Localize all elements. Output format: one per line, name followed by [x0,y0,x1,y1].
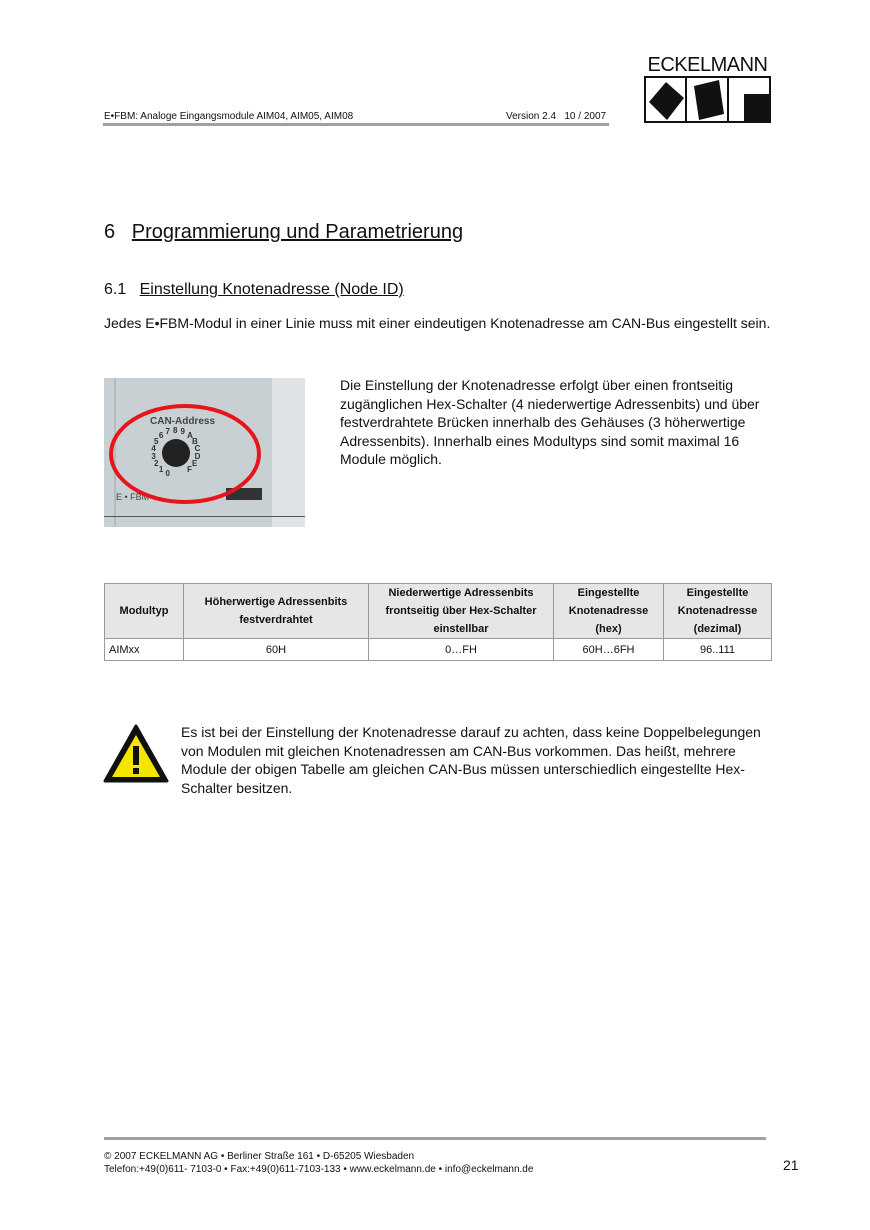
header-divider [103,123,609,126]
table-cell: 60H [184,639,369,661]
can-address-photo [104,378,305,527]
footer-divider [104,1137,766,1140]
table-header: Höherwertige Adressenbits festverdrahtet [184,584,369,639]
photo-can-address-label: CAN-Address [150,416,216,427]
table-header-row [105,584,772,639]
warning-text: Es ist bei der Einstellung der Knotenadresse darauf zu achten, dass keine Doppelbelegungen von Modulen mit gleichen Knotenadressen am CAN-Bus vorkommen. Das heißt, mehrere Module der obigen Tabelle am gleichen CAN-Bus müssen unterschiedlich eingestellte Hex-Schalter besitzen. [181,724,761,796]
warning-icon [103,724,169,783]
hex-digit: E [192,459,198,468]
hex-digit: 5 [153,437,159,446]
hex-digit: D [194,451,201,461]
logo-text: ECKELMANN [647,54,768,76]
header-doc-title: E•FBM: Analoge Eingangsmodule AIM04, AIM05, AIM08 [104,111,354,122]
hex-digit: 3 [151,451,156,461]
intro-paragraph: Jedes E•FBM-Modul in einer Linie muss mit einer eindeutigen Knotenadresse am CAN-Bus eingestellt sein. [104,315,771,331]
logo-mark-icon [644,76,771,123]
subsection-heading: 6.1 Einstellung Knotenadresse (Node ID) [104,281,404,298]
photo-module-label: E • FBM [116,492,150,502]
footer-address: © 2007 ECKELMANN AG • Berliner Straße 161 • D-65205 Wiesbaden [104,1151,415,1162]
header-version: Version 2.4 10 / 2007 [506,111,607,122]
table-header: Eingestellte Knotenadresse (dezimal) [664,584,772,639]
hex-digit: 6 [158,431,164,441]
section-heading: 6 Programmierung und Parametrierung [104,221,464,243]
hex-digit: 1 [158,464,164,474]
footer-contact: Telefon:+49(0)611- 7103-0 • Fax:+49(0)611-7103-133 • www.eckelmann.de • info@eckelmann.de [104,1164,534,1175]
hex-digit: 9 [180,427,185,437]
address-table [104,583,772,661]
hex-digit: A [187,431,193,441]
hex-digit: 8 [173,426,178,435]
table-cell: AIMxx [105,639,184,661]
hex-digit: 7 [165,427,170,437]
hex-digit: F [187,464,193,474]
table-header: Eingestellte Knotenadresse (hex) [554,584,664,639]
table-header: Niederwertige Adressenbits frontseitig über Hex-Schalter einstellbar [369,584,554,639]
table-cell: 96..111 [664,639,772,661]
hex-digit: C [194,444,201,454]
highlight-circle [109,404,261,504]
table-row [105,639,772,661]
hex-digit: 0 [165,468,170,478]
hex-digit: B [192,437,198,446]
eckelmann-logo [644,54,771,128]
hex-digit: 4 [151,444,156,454]
description-paragraph: Die Einstellung der Knotenadresse erfolgt über einen frontseitig zugänglichen Hex-Schalter (4 niederwertige Adressenbits) und über festverdrahtete Brücken innerhalb des Gehäuses (3 höherwertige Adressenbits). Innerhalb eines Modultyps sind somit maximal 16 Module möglich. [340,377,760,467]
table-cell: 60H…6FH [554,639,664,661]
table-header: Modultyp [105,584,184,639]
page-number: 21 [783,1157,799,1173]
table-cell: 0…FH [369,639,554,661]
hex-digit: 2 [153,459,159,468]
